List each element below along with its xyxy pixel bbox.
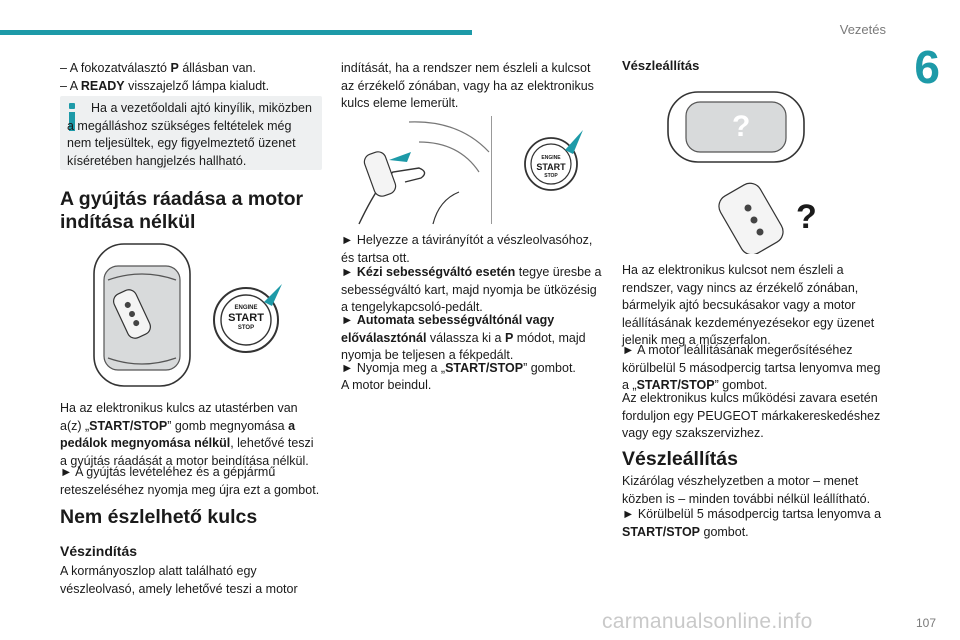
bullet-ready: – A READY visszajelző lámpa kialudt. [60, 79, 270, 93]
illustration-divider [491, 116, 492, 224]
engine-starts-text: A motor beindul. [341, 378, 432, 392]
question-mark-car: ? [732, 110, 751, 143]
subheading-emergency-start: Vészindítás [60, 543, 138, 559]
para-ignition: Ha az elektronikus kulcs az utastérben van a(z) „START/STOP” gomb megnyomása a pedálok megnyomása nélkül, lehetővé teszi a gyújtás ráadását a motor beindítása nélkül. [60, 401, 314, 468]
para-reader-continued: indítását, ha a rendszer nem észleli a kulcsot az érzékelő zónában, vagy ha az elektronikus kulcs eleme lemerült. [341, 61, 594, 110]
heading-ignition: A gyújtás ráadása a motor indítása nélkül [60, 188, 304, 233]
para-confirm-stop: ► A motor leállításának megerősítéséhez körülbelül 5 másodpercig tartsa lenyomva meg a „START/STOP” gombot. [622, 343, 881, 392]
step-manual-gearbox: ► Kézi sebességváltó esetén tegye üresbe a sebességváltó kart, majd nyomja be ütközésig a tengelykapcsoló-pedált. [341, 265, 602, 314]
bullet-gear-p: – A fokozatválasztó P állásban van. [60, 61, 256, 75]
engine-button-label-2: ENGINE START STOP [536, 155, 566, 179]
para-key-not-detected: Ha az elektronikus kulcsot nem észleli a rendszer, vagy nincs az érzékelő zónában, bármelyik ajtó becsukásakor vagy a motor leállításának kezdeményezésekor egy üzenet jelenik meg a műszerfalon. [622, 263, 875, 347]
watermark: carmanualsonline.info [602, 610, 813, 633]
para-ignition-off: ► A gyújtás levételéhez és a gépjármű reteszeléséhez nyomja meg újra ezt a gombot. [60, 465, 320, 497]
para-dealer: Az elektronikus kulcs működési zavara esetén forduljon egy PEUGEOT márkakereskedéshez vagy egy szakszervizhez. [622, 391, 881, 440]
section-title: Vezetés [839, 22, 886, 37]
step-press-start: ► Nyomja meg a „START/STOP” gombot. [341, 361, 576, 375]
header-accent-bar [0, 30, 472, 35]
heading-emergency-stop-1: Vészleállítás [622, 58, 700, 73]
engine-button-label: ENGINE START STOP [228, 305, 264, 331]
para-hold-button: ► Körülbelül 5 másodpercig tartsa lenyomva a START/STOP gombot. [622, 507, 882, 539]
car-topview-key-inside [86, 240, 198, 390]
para-backup-reader: A kormányoszlop alatt található egy vészleolvasó, amely lehetővé teszi a motor [60, 564, 298, 596]
heading-key-not-detected: Nem észlelhető kulcs [60, 506, 258, 528]
heading-emergency-stop-2: Vészleállítás [622, 448, 738, 470]
para-emergency-only: Kizárólag vészhelyzetben a motor – menet közben is – minden további nélkül leállítható. [622, 474, 871, 506]
step-automatic-gearbox: ► Automata sebességváltónál vagy előválasztónál válassza ki a P módot, majd nyomja be teljesen a fékpedált. [341, 313, 586, 362]
step-place-remote: ► Helyezze a távirányítót a vészleolvasóhoz, és tartsa ott. [341, 233, 593, 265]
page-number: 107 [915, 616, 936, 630]
info-text: Ha a vezetőoldali ajtó kinyílik, miközben a megálláshoz szükséges feltételek még nem teljesültek, egy figyelmeztető üzenet kíséretében hangjelzés hallható. [67, 101, 312, 168]
chapter-number: 6 [914, 41, 940, 93]
hand-key-reader-illustration [349, 112, 499, 226]
info-box [60, 96, 322, 170]
question-mark-key: ? [796, 198, 817, 236]
